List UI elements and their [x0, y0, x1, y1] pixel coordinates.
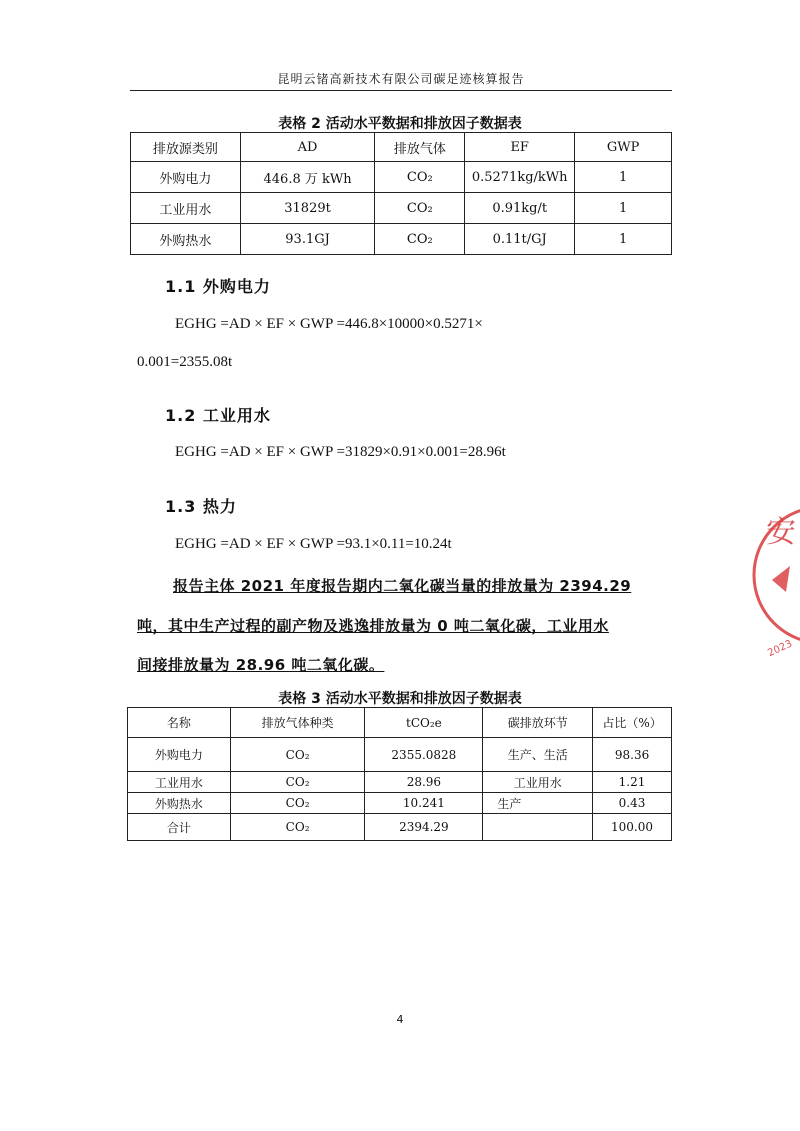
table-cell: 合计	[128, 814, 231, 841]
table-cell: 0.11t/GJ	[465, 224, 575, 255]
table-row	[128, 772, 672, 793]
table-cell: 1	[575, 224, 672, 255]
table3	[127, 707, 672, 841]
svg-text:安: 安	[766, 515, 796, 550]
section-heading: 1.1 外购电力	[165, 277, 271, 296]
table-cell: CO₂	[375, 224, 465, 255]
conclusion-line: 吨，其中生产过程的副产物及逃逸排放量为 0 吨二氧化碳，工业用水	[137, 617, 609, 635]
table2-header-cell: EF	[465, 133, 575, 162]
table-cell: 1	[575, 162, 672, 193]
table-row	[131, 193, 672, 224]
table-cell: 生产、生活	[483, 738, 593, 772]
table-cell: 1.21	[593, 772, 672, 793]
svg-text:2023: 2023	[766, 638, 794, 660]
table-cell: 98.36	[593, 738, 672, 772]
table2-header-cell: 排放源类别	[131, 133, 241, 162]
table2-header-cell: AD	[240, 133, 375, 162]
seal-stamp	[752, 480, 800, 680]
table-cell: CO₂	[230, 793, 365, 814]
table-cell: CO₂	[230, 814, 365, 841]
section-heading: 1.3 热力	[165, 497, 237, 516]
table-cell: 外购热水	[128, 793, 231, 814]
page-header: 昆明云锗高新技术有限公司碳足迹核算报告	[277, 72, 525, 86]
table-cell: CO₂	[230, 738, 365, 772]
table-row	[131, 224, 672, 255]
seal-icon	[752, 480, 800, 680]
table3-header-cell: 排放气体种类	[230, 708, 365, 738]
table-row	[128, 738, 672, 772]
table-cell: 28.96	[365, 772, 483, 793]
header-divider	[130, 90, 672, 91]
table-cell: 93.1GJ	[240, 224, 375, 255]
table-cell: 工业用水	[128, 772, 231, 793]
table-cell: 工业用水	[131, 193, 241, 224]
table-cell: 外购电力	[131, 162, 241, 193]
table-row	[128, 793, 672, 814]
table3-header-cell: 名称	[128, 708, 231, 738]
table-cell: 2394.29	[365, 814, 483, 841]
table3-header-row	[128, 708, 672, 738]
table-cell: 0.43	[593, 793, 672, 814]
page-number: 4	[396, 1013, 404, 1026]
table3-header-cell: 碳排放环节	[483, 708, 593, 738]
section-heading: 1.2 工业用水	[165, 406, 271, 425]
table-cell: 0.5271kg/kWh	[465, 162, 575, 193]
table-cell: CO₂	[375, 162, 465, 193]
table-cell: 工业用水	[483, 772, 593, 793]
table-cell: 446.8 万 kWh	[240, 162, 375, 193]
table-cell: 1	[575, 193, 672, 224]
table2-header-cell: 排放气体	[375, 133, 465, 162]
table2-caption: 表格 2 活动水平数据和排放因子数据表	[278, 116, 522, 132]
table-cell	[483, 814, 593, 841]
table2	[130, 132, 672, 255]
table3-header-cell: 占比（%）	[593, 708, 672, 738]
table-cell: 外购电力	[128, 738, 231, 772]
formula: EGHG =AD × EF × GWP =93.1×0.11=10.24t	[175, 536, 452, 552]
table3-header-cell: tCO₂e	[365, 708, 483, 738]
table3-caption: 表格 3 活动水平数据和排放因子数据表	[278, 691, 522, 707]
formula: EGHG =AD × EF × GWP =31829×0.91×0.001=28.96t	[175, 444, 506, 460]
formula-continuation: 0.001=2355.08t	[137, 354, 233, 370]
table-cell: 31829t	[240, 193, 375, 224]
table2-header-cell: GWP	[575, 133, 672, 162]
table-cell: 2355.0828	[365, 738, 483, 772]
conclusion-line: 报告主体 2021 年度报告期内二氧化碳当量的排放量为 2394.29	[173, 577, 632, 595]
table2-header-row	[131, 133, 672, 162]
table-cell: 100.00	[593, 814, 672, 841]
table-cell: CO₂	[230, 772, 365, 793]
table-cell: 外购热水	[131, 224, 241, 255]
conclusion-line: 间接排放量为 28.96 吨二氧化碳。	[137, 656, 385, 674]
table-row	[131, 162, 672, 193]
table-cell: CO₂	[375, 193, 465, 224]
table-cell: 0.91kg/t	[465, 193, 575, 224]
formula: EGHG =AD × EF × GWP =446.8×10000×0.5271×	[175, 316, 483, 332]
table-cell: 生产	[483, 793, 593, 814]
table-row	[128, 814, 672, 841]
table-cell: 10.241	[365, 793, 483, 814]
